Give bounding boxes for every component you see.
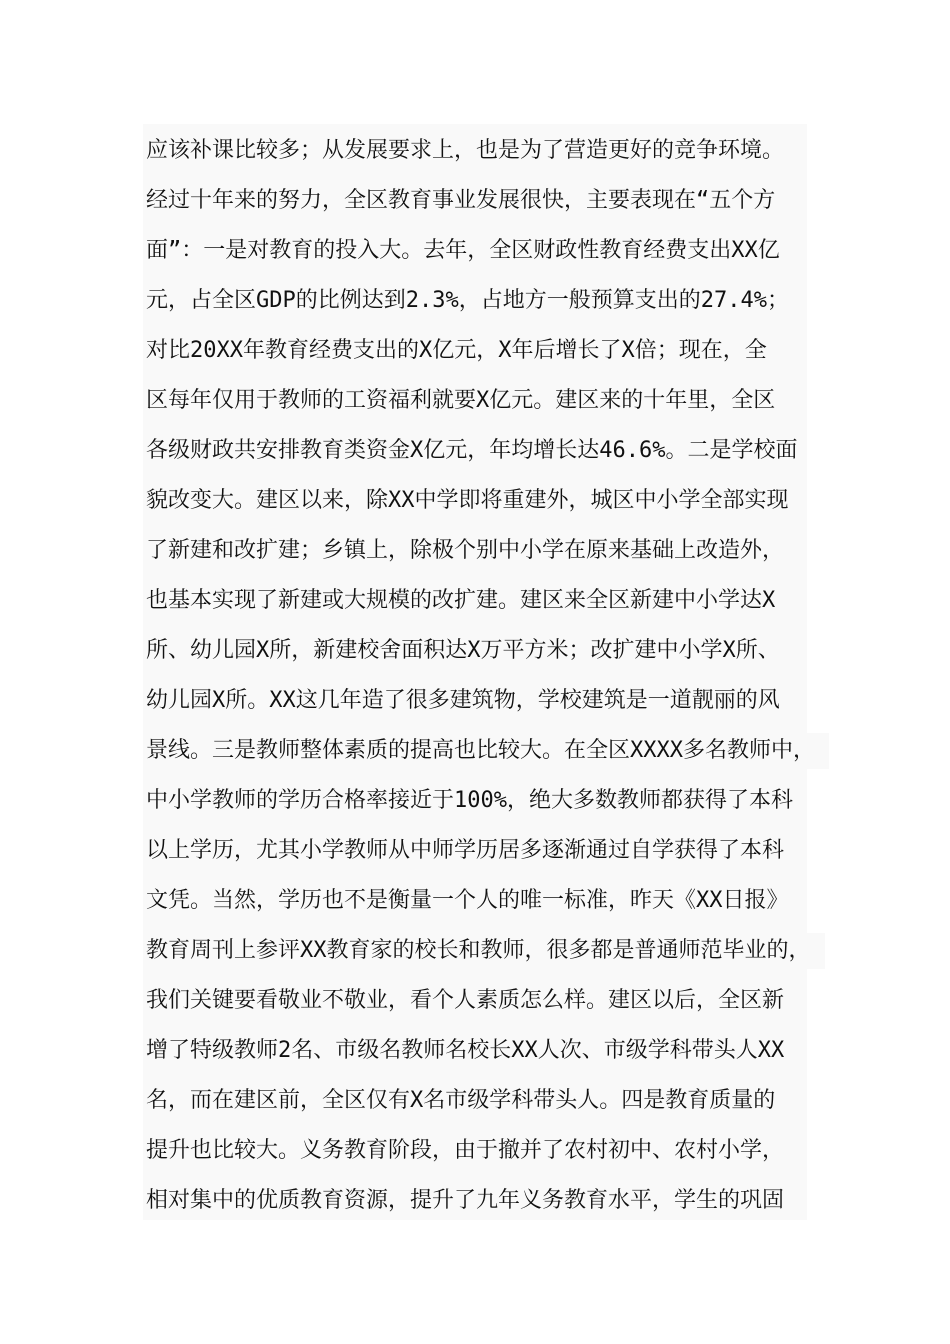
paragraph-line: 提升也比较大。义务教育阶段，由于撤并了农村初中、农村小学， bbox=[146, 1138, 785, 1163]
paragraph-line: 对比20XX年教育经费支出的X亿元，X年后增长了X倍；现在，全 bbox=[146, 338, 767, 363]
paragraph-line: 各级财政共安排教育类资金X亿元，年均增长达46.6%。二是学校面 bbox=[146, 438, 798, 463]
paragraph-line: 景线。三是教师整体素质的提高也比较大。在全区XXXX多名教师中， bbox=[146, 733, 829, 769]
paragraph-line: 貌改变大。建区以来，除XX中学即将重建外，城区中小学全部实现 bbox=[146, 488, 789, 513]
paragraph-line: 名，而在建区前，全区仅有X名市级学科带头人。四是教育质量的 bbox=[146, 1088, 776, 1113]
paragraph-line: 文凭。当然，学历也不是衡量一个人的唯一标准，昨天《XX日报》 bbox=[146, 888, 789, 913]
paragraph-line: 以上学历，尤其小学教师从中师学历居多逐渐通过自学获得了本科 bbox=[146, 838, 785, 863]
paragraph-line: 我们关键要看敬业不敬业，看个人素质怎么样。建区以后，全区新 bbox=[146, 988, 785, 1013]
paragraph-line: 中小学教师的学历合格率接近于100%，绝大多数教师都获得了本科 bbox=[146, 788, 793, 813]
paragraph-line: 元，占全区GDP的比例达到2.3%，占地方一般预算支出的27.4%； bbox=[146, 288, 789, 313]
paragraph-line: 也基本实现了新建或大规模的改扩建。建区来全区新建中小学达X bbox=[146, 588, 776, 613]
paragraph-line: 所、幼儿园X所，新建校舍面积达X万平方米；改扩建中小学X所、 bbox=[146, 638, 780, 663]
paragraph-line: 了新建和改扩建；乡镇上，除极个别中小学在原来基础上改造外， bbox=[146, 538, 785, 563]
paragraph-line: 经过十年来的努力，全区教育事业发展很快，主要表现在“五个方 bbox=[146, 188, 776, 213]
paragraph-line: 教育周刊上参评XX教育家的校长和教师，很多都是普通师范毕业的， bbox=[146, 933, 825, 969]
paragraph-line: 区每年仅用于教师的工资福利就要X亿元。建区来的十年里，全区 bbox=[146, 388, 776, 413]
paragraph-line: 面”：一是对教育的投入大。去年，全区财政性教育经费支出XX亿 bbox=[146, 238, 780, 263]
paragraph-line: 增了特级教师2名、市级名教师名校长XX人次、市级学科带头人XX bbox=[146, 1038, 785, 1063]
paragraph-line: 相对集中的优质教育资源，提升了九年义务教育水平，学生的巩固 bbox=[146, 1188, 785, 1213]
paragraph-line: 幼儿园X所。XX这几年造了很多建筑物，学校建筑是一道靓丽的风 bbox=[146, 688, 780, 713]
paragraph-line: 应该补课比较多；从发展要求上，也是为了营造更好的竞争环境。 bbox=[146, 138, 785, 163]
